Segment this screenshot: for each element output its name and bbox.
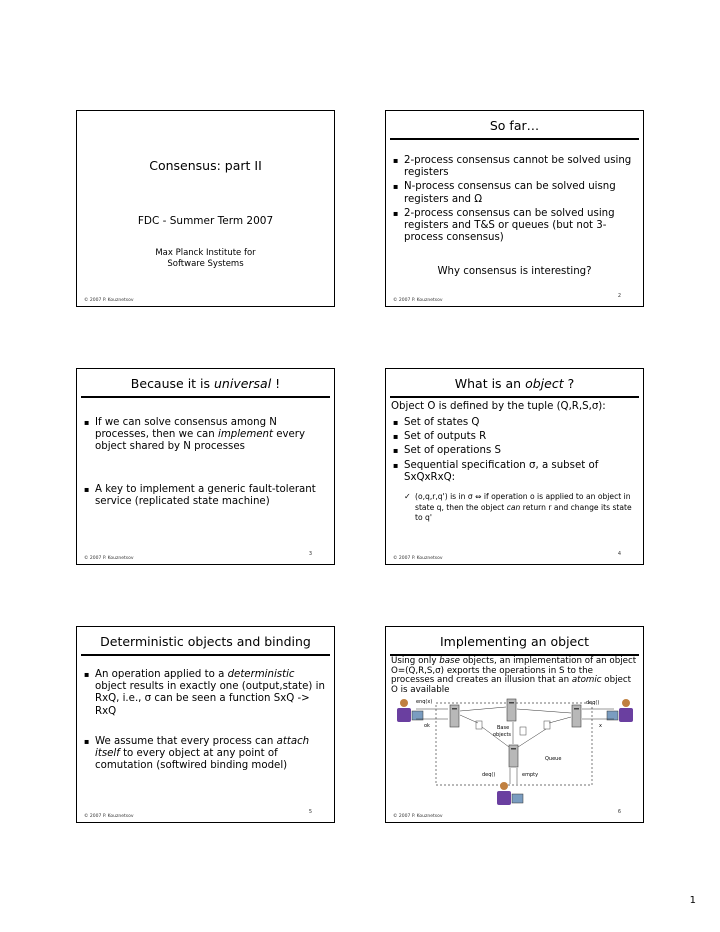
label-base-objects: Base objects: [493, 725, 512, 738]
slide-3: [76, 368, 335, 565]
sub-bullet: ✓ (o,q,r,q') is in σ ⇔ if operation o is applied to an object in state q, then the object can return r and change its state to q': [404, 492, 635, 524]
bullet: ▪ An operation applied to a deterministic object results in exactly one (output,state) in RxQ, i.e., σ can be seen a function SxQ -> RxQ: [83, 669, 326, 718]
title-rule: [390, 138, 639, 140]
slide-number: 4: [617, 551, 621, 557]
slide-6-title: Implementing an object: [439, 634, 590, 649]
title-rule: [81, 654, 330, 656]
slide-5-title: Deterministic objects and binding: [100, 634, 311, 649]
slide-1: [76, 110, 335, 307]
object-box: [476, 721, 482, 729]
slide-number: 3: [308, 551, 312, 557]
slide-5: [76, 626, 335, 823]
label-deq-bottom: deq(): [482, 772, 496, 778]
label-enq: enq(x): [416, 699, 433, 705]
slide-4-bullets: [392, 417, 637, 486]
label-empty: empty: [522, 772, 539, 778]
bullet: ▪ If we can solve consensus among N processes, then we can implement every object shared by N processes: [83, 417, 324, 454]
title-rule: [81, 396, 330, 398]
slide-4-intro: Object O is defined by the tuple (Q,R,S,σ):: [391, 401, 606, 412]
slide-3-bullets: [83, 417, 324, 510]
object-box: [544, 721, 550, 729]
slide-6: [385, 626, 644, 823]
person-icon: [607, 699, 633, 722]
slide-footer: © 2007 P. Kouznetsov: [84, 298, 134, 303]
label-queue: Queue: [545, 756, 562, 762]
queue-diagram: [386, 695, 644, 807]
slide-1-course: FDC - Summer Term 2007: [137, 215, 274, 227]
object-box: [520, 727, 526, 735]
slide-footer: © 2007 P. Kouznetsov: [393, 298, 443, 303]
slide-2-bullets: [392, 155, 637, 246]
slide-6-intro: Using only base objects, an implementation of an object O=(Q,R,S,σ) exports the operations in S to the processes and creates an illusion that an atomic object O is available: [391, 656, 637, 695]
bullet: ▪ N-process consensus can be solved uisng registers and Ω: [392, 181, 637, 205]
bullet: ▪ Set of operations S: [392, 445, 637, 457]
slide-4-title: What is an object ?: [454, 376, 575, 391]
label-ok: ok: [424, 723, 430, 729]
bullet: ▪ A key to implement a generic fault-tolerant service (replicated state machine): [83, 484, 324, 508]
slide-4-subbullets: [404, 492, 635, 524]
slide-5-bullets: [83, 669, 326, 774]
bullet: ▪ Sequential specification σ, a subset of SxQxRxQ:: [392, 460, 637, 484]
slide-number: 2: [617, 293, 621, 299]
slide-footer: © 2007 P. Kouznetsov: [84, 556, 134, 561]
slide-1-title: Consensus: part II: [149, 158, 262, 173]
slide-number: 5: [308, 809, 312, 815]
page-number: 1: [689, 895, 696, 906]
server-icon: [507, 699, 516, 721]
bullet: ▪ 2-process consensus cannot be solved using registers: [392, 155, 637, 179]
label-deq-right: deq(): [586, 700, 600, 706]
person-icon: [497, 782, 523, 805]
bullet: ▪ Set of states Q: [392, 417, 637, 429]
bullet: ▪ Set of outputs R: [392, 431, 637, 443]
slide-footer: © 2007 P. Kouznetsov: [393, 556, 443, 561]
slide-3-title: Because it is universal !: [130, 376, 281, 391]
bullet: ▪ 2-process consensus can be solved using registers and T&S or queues (but not 3-process consensus): [392, 208, 637, 245]
server-icon: [572, 705, 581, 727]
slide-number: 6: [617, 809, 621, 815]
slide-1-institute: Max Planck Institute for Software Systems: [155, 248, 256, 269]
label-x: x: [599, 723, 602, 729]
bullet: ▪ We assume that every process can attach itself to every object at any point of comutation (softwired binding model): [83, 736, 326, 773]
slide-2: [385, 110, 644, 307]
slide-2-closing: Why consensus is interesting?: [437, 266, 592, 277]
server-icon: [450, 705, 459, 727]
slide-2-title: So far…: [489, 118, 540, 133]
slide-footer: © 2007 P. Kouznetsov: [393, 814, 443, 819]
server-icon: [509, 745, 518, 767]
slide-4: [385, 368, 644, 565]
slide-footer: © 2007 P. Kouznetsov: [84, 814, 134, 819]
title-rule: [390, 396, 639, 398]
